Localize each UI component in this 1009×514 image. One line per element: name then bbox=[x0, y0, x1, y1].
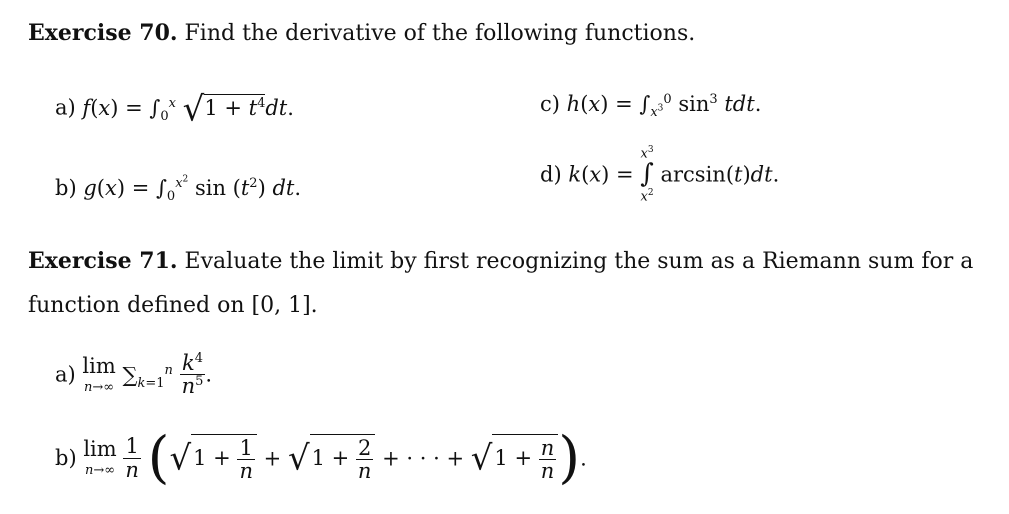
ex70-part-d bbox=[540, 146, 779, 203]
ex70-a-formula: $f(x) = \int_0^x$ $√1 + t^4dt$. bbox=[82, 89, 294, 129]
exercise-71-title: Exercise 71. bbox=[28, 248, 178, 274]
ex70-part-b bbox=[55, 174, 302, 205]
exercise-70-title: Exercise 70. bbox=[28, 20, 178, 46]
exercise-71-heading bbox=[28, 248, 973, 274]
ex70-a-label: a) bbox=[55, 95, 76, 120]
ex70-b-label: b) bbox=[55, 176, 77, 200]
ex70-c-formula: $h(x) = \int_{x^3}^0$ $\sin^3$ tdt. bbox=[566, 92, 762, 121]
ex71-a-formula: lim n→∞ $\sum_{k=1}^n$ $\frac{k^4}{n^5}$ . bbox=[82, 351, 213, 399]
ex70-d-formula: k(x) = $x^3$ ∫ $x^2$ arcsin(t)dt. bbox=[568, 145, 780, 205]
ex70-c-label: c) bbox=[540, 92, 560, 116]
ex71-b-label: b) bbox=[55, 446, 77, 470]
ex70-part-c bbox=[540, 92, 762, 121]
exercise-71-text-line2: function defined on [0, 1]. bbox=[28, 293, 318, 318]
ex71-part-a bbox=[55, 352, 212, 397]
exercise-70-heading bbox=[28, 20, 695, 46]
ex70-b-formula: $g(x) = \int_0^{x^2}$ $\sin (t^2)$ dt. bbox=[83, 174, 302, 205]
ex70-d-label: d) bbox=[540, 162, 562, 187]
ex71-a-label: a) bbox=[55, 362, 76, 387]
ex70-part-a bbox=[55, 89, 294, 129]
ex71-b-formula: lim n→∞ $\frac{1}{n}$ (√1 + $\frac{1}{n}$ + √1 + $\frac{2}{n}$ + · · · + √1 + $\frac{n}{n}$ ). bbox=[83, 425, 587, 490]
ex71-part-b bbox=[55, 425, 587, 490]
exercise-71-text-line1: Evaluate the limit by first recognizing the sum as a Riemann sum for a bbox=[184, 249, 974, 274]
exercise-70-text: Find the derivative of the following functions. bbox=[184, 21, 696, 46]
